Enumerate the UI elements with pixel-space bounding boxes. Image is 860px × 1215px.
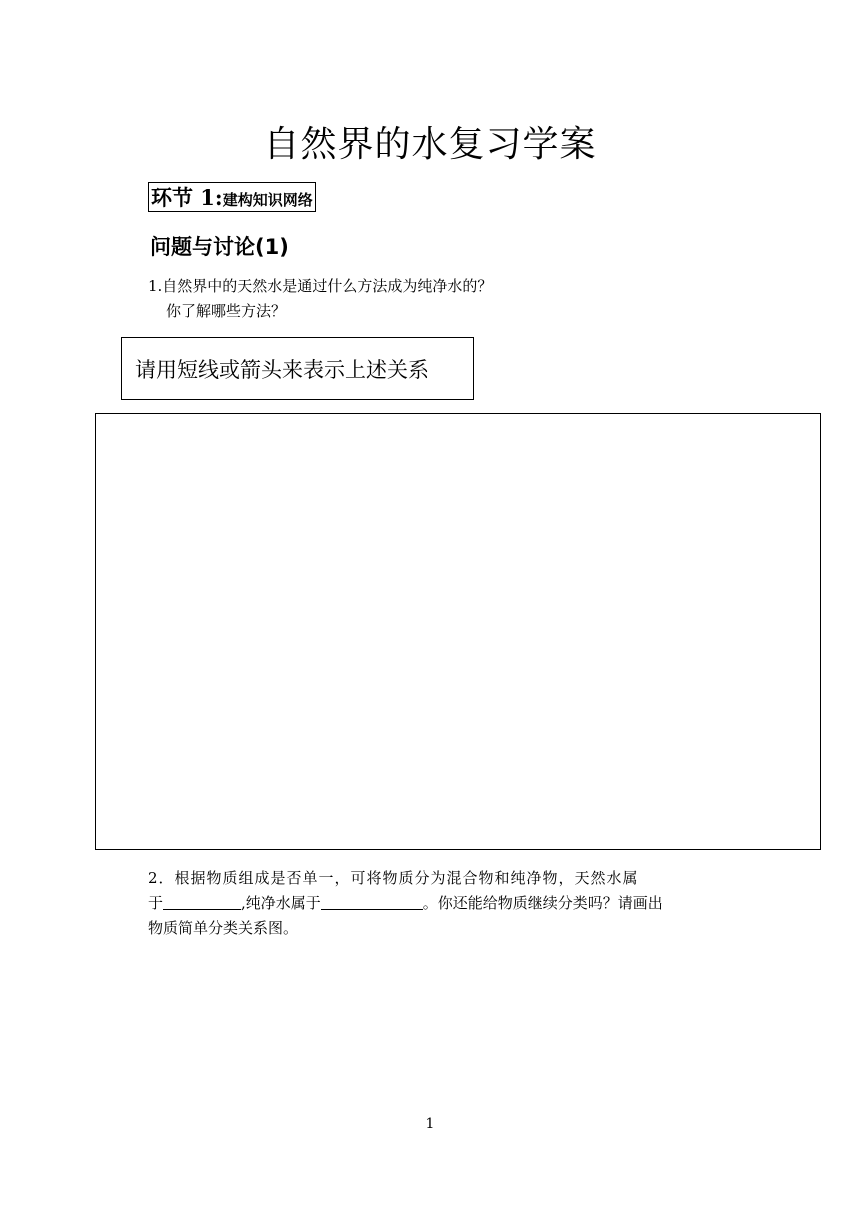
- answer-blank-natural-water[interactable]: [163, 893, 241, 910]
- page-title: 自然界的水复习学案: [263, 124, 597, 165]
- page-number: 1: [425, 1116, 435, 1132]
- answer-blank-pure-water[interactable]: [321, 893, 423, 910]
- drawing-area[interactable]: [95, 413, 821, 850]
- section-label-sub: 建构知识网络: [222, 191, 313, 209]
- section-label-main: 环节 1:: [151, 185, 223, 210]
- question-1-line-1: 1.自然界中的天然水是通过什么方法成为纯净水的？: [148, 277, 493, 295]
- question-2-line-1: 2．根据物质组成是否单一，可将物质分为混合物和纯净物，天然水属: [148, 869, 639, 887]
- question-1-line-2: 你了解哪些方法？: [166, 302, 287, 320]
- question-2-line-3: 物质简单分类关系图。: [148, 919, 299, 937]
- question-2-line-2: [148, 891, 663, 915]
- instruction-box: [121, 337, 474, 400]
- question-2-text-b: ,纯净水属于: [241, 894, 321, 912]
- section-label-box: [148, 182, 316, 212]
- question-2-text-a: 于: [148, 894, 164, 912]
- discussion-heading: 问题与讨论(1): [150, 235, 289, 259]
- question-2-text-c: 。你还能给物质继续分类吗？请画出: [422, 894, 663, 912]
- instruction-text: 请用短线或箭头来表示上述关系: [135, 357, 429, 382]
